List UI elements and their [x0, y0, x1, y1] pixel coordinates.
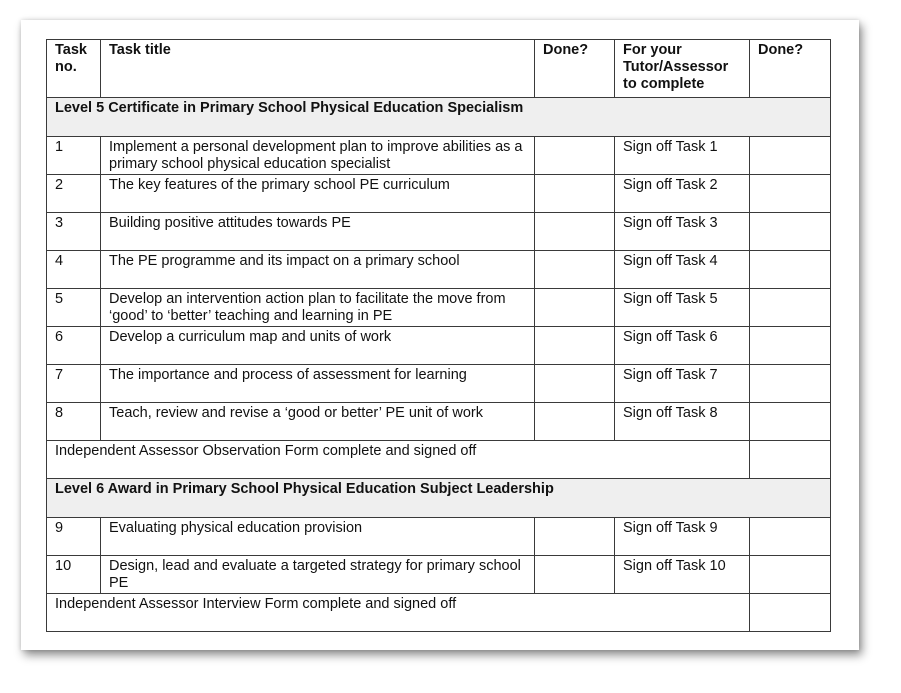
done-cell[interactable] — [535, 137, 615, 175]
task-number: 7 — [47, 365, 101, 403]
task-number: 8 — [47, 403, 101, 441]
tutor-done-cell[interactable] — [750, 403, 831, 441]
tutor-signoff: Sign off Task 7 — [615, 365, 750, 403]
table-row — [47, 518, 831, 556]
done-cell[interactable] — [535, 365, 615, 403]
tutor-done-cell[interactable] — [750, 175, 831, 213]
task-title: Develop an intervention action plan to facilitate the move from ‘good’ to ‘better’ teaching and learning in PE — [101, 289, 535, 327]
section-title: Level 6 Award in Primary School Physical Education Subject Leadership — [47, 479, 831, 518]
task-number: 5 — [47, 289, 101, 327]
table-row — [47, 175, 831, 213]
task-title: Implement a personal development plan to improve abilities as a primary school physical education specialist — [101, 137, 535, 175]
task-number: 6 — [47, 327, 101, 365]
tutor-done-cell[interactable] — [750, 327, 831, 365]
tutor-done-cell[interactable] — [750, 213, 831, 251]
tutor-signoff: Sign off Task 4 — [615, 251, 750, 289]
tutor-done-cell[interactable] — [750, 518, 831, 556]
task-title: Teach, review and revise a ‘good or better’ PE unit of work — [101, 403, 535, 441]
footer-done-cell[interactable] — [750, 594, 831, 632]
task-title: Design, lead and evaluate a targeted strategy for primary school PE — [101, 556, 535, 594]
header-done: Done? — [535, 40, 615, 98]
table-row — [47, 403, 831, 441]
done-cell[interactable] — [535, 175, 615, 213]
footer-done-cell[interactable] — [750, 441, 831, 479]
section-header-level6 — [47, 479, 831, 518]
task-number: 9 — [47, 518, 101, 556]
tutor-signoff: Sign off Task 8 — [615, 403, 750, 441]
done-cell[interactable] — [535, 289, 615, 327]
task-number: 2 — [47, 175, 101, 213]
done-cell[interactable] — [535, 251, 615, 289]
tutor-signoff: Sign off Task 10 — [615, 556, 750, 594]
section-header-level5 — [47, 98, 831, 137]
header-done-tutor: Done? — [750, 40, 831, 98]
done-cell[interactable] — [535, 518, 615, 556]
table-row — [47, 365, 831, 403]
tutor-signoff: Sign off Task 2 — [615, 175, 750, 213]
table-row — [47, 213, 831, 251]
task-title: The importance and process of assessment for learning — [101, 365, 535, 403]
section-footer-text: Independent Assessor Observation Form complete and signed off — [47, 441, 750, 479]
task-number: 3 — [47, 213, 101, 251]
task-title: Develop a curriculum map and units of work — [101, 327, 535, 365]
task-title: Building positive attitudes towards PE — [101, 213, 535, 251]
tutor-done-cell[interactable] — [750, 251, 831, 289]
done-cell[interactable] — [535, 327, 615, 365]
tutor-done-cell[interactable] — [750, 556, 831, 594]
tutor-signoff: Sign off Task 9 — [615, 518, 750, 556]
header-task-no: Task no. — [47, 40, 101, 98]
section1-rows — [47, 137, 831, 441]
section2-rows — [47, 518, 831, 594]
task-number: 10 — [47, 556, 101, 594]
task-title: Evaluating physical education provision — [101, 518, 535, 556]
section-footer-row — [47, 594, 831, 632]
tutor-signoff: Sign off Task 3 — [615, 213, 750, 251]
table-row — [47, 556, 831, 594]
task-table — [46, 39, 831, 632]
table-row — [47, 137, 831, 175]
task-title: The key features of the primary school PE curriculum — [101, 175, 535, 213]
tutor-signoff: Sign off Task 1 — [615, 137, 750, 175]
tutor-done-cell[interactable] — [750, 289, 831, 327]
done-cell[interactable] — [535, 403, 615, 441]
tutor-done-cell[interactable] — [750, 365, 831, 403]
section-title: Level 5 Certificate in Primary School Physical Education Specialism — [47, 98, 831, 137]
table-row — [47, 327, 831, 365]
section-footer-row — [47, 441, 831, 479]
header-task-title: Task title — [101, 40, 535, 98]
header-tutor-assessor: For your Tutor/Assessor to complete — [615, 40, 750, 98]
done-cell[interactable] — [535, 556, 615, 594]
table-header-row — [47, 40, 831, 98]
task-number: 1 — [47, 137, 101, 175]
document-page — [21, 20, 859, 650]
section-footer-text: Independent Assessor Interview Form complete and signed off — [47, 594, 750, 632]
table-row — [47, 251, 831, 289]
table-row — [47, 289, 831, 327]
tutor-signoff: Sign off Task 5 — [615, 289, 750, 327]
tutor-done-cell[interactable] — [750, 137, 831, 175]
tutor-signoff: Sign off Task 6 — [615, 327, 750, 365]
task-title: The PE programme and its impact on a primary school — [101, 251, 535, 289]
task-number: 4 — [47, 251, 101, 289]
done-cell[interactable] — [535, 213, 615, 251]
